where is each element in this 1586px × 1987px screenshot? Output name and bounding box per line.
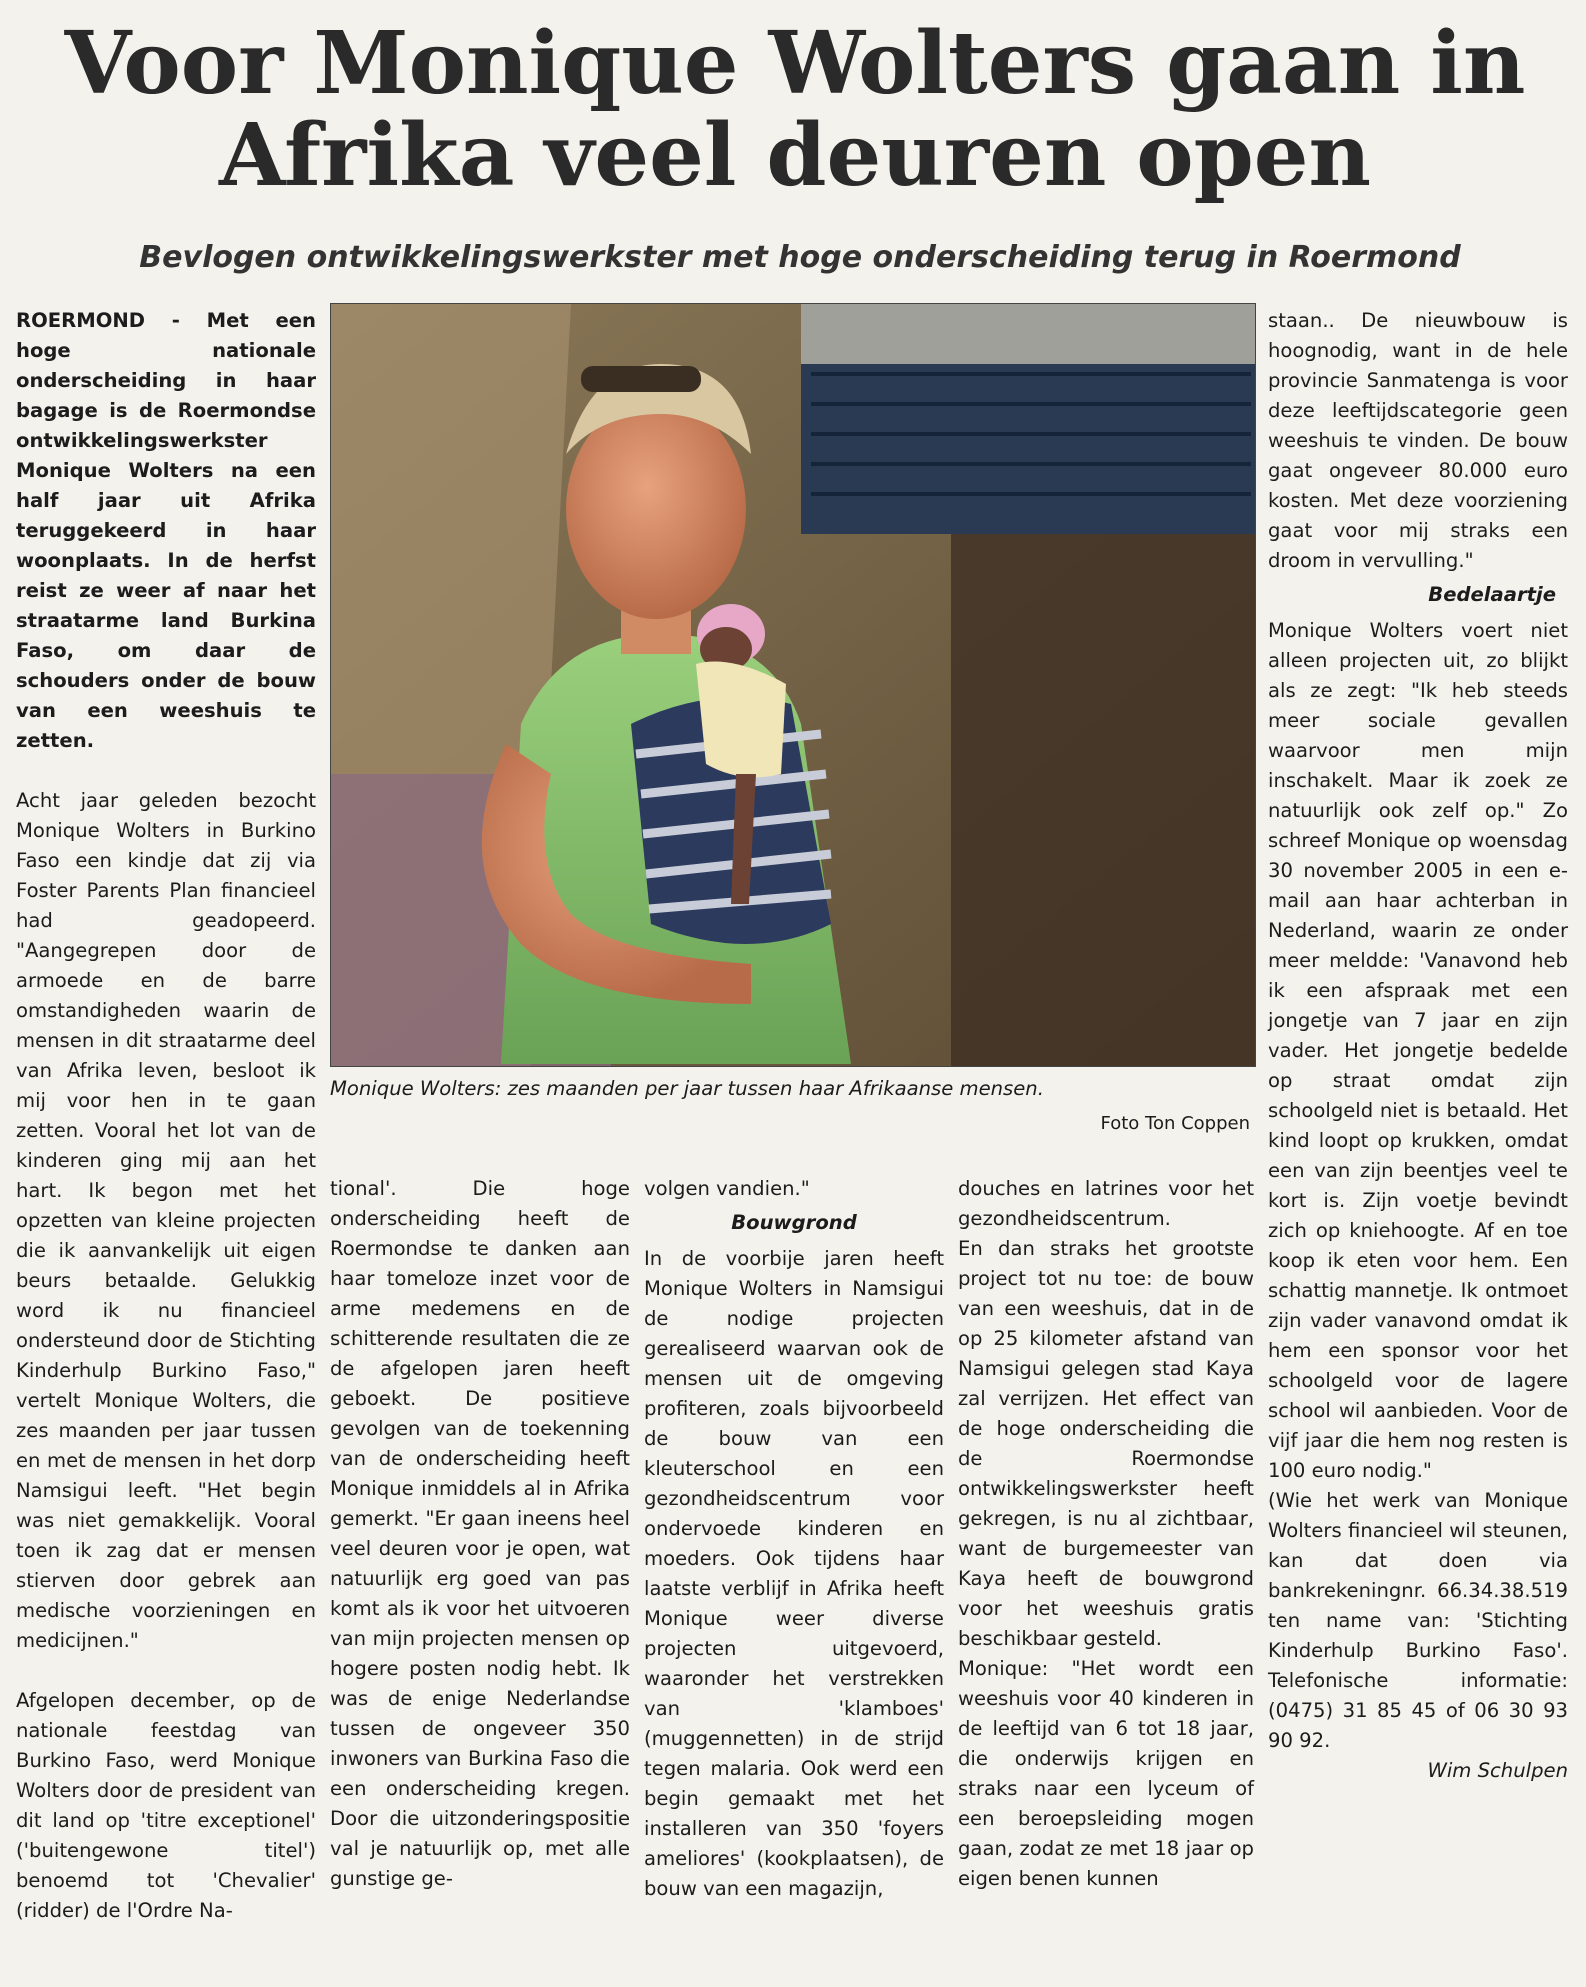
article-column-5 xyxy=(1268,306,1568,1786)
author-byline: Wim Schulpen xyxy=(1427,1759,1568,1782)
body-paragraph: staan.. De nieuwbouw is hoognodig, want in de hele provincie Sanmatenga is voor deze leeftijdscategorie geen weeshuis te vinden. De bouw gaat ongeveer 80.000 euro kosten. Met deze voorziening gaat voor mij straks een droom in vervulling." xyxy=(1268,309,1568,572)
article-column-4 xyxy=(958,1174,1254,1894)
body-paragraph: Afgelopen december, op de nationale feestdag van Burkino Faso, werd Monique Wolters door de president van dit land op 'titre exceptionel' ('buitengewone titel') benoemd tot 'Chevalier' (ridder) de l'Ordre Na- xyxy=(16,1689,316,1922)
article-column-1 xyxy=(16,306,316,1926)
section-subhead: Bouwgrond xyxy=(731,1211,857,1234)
photo-caption: Monique Wolters: zes maanden per jaar tussen haar Afrikaanse mensen. xyxy=(330,1077,1044,1100)
body-paragraph: tional'. Die hoge onderscheiding heeft de Roermondse te danken aan haar tomeloze inzet voor de arme medemens en de schitterende resultaten die ze de afgelopen jaren heeft geboekt. De positieve gevolgen van de toekenning van de onderscheiding heeft Monique inmiddels al in Afrika gemerkt. "Er gaan ineens heel veel deuren voor je open, wat natuurlijk erg goed van pas komt als ik voor het uitvoeren van mijn projecten mensen op hogere posten nodig hebt. Ik was de enige Nederlandse tussen de ongeveer 350 inwoners van Burkina Faso die een onderscheiding kregen. Door die uitzonderingspositie val je natuurlijk op, met alle gunstige ge- xyxy=(330,1177,630,1890)
headline: Voor Monique Wolters gaan in Afrika veel deuren open xyxy=(64,13,1526,206)
body-paragraph: volgen vandien." xyxy=(644,1177,810,1200)
subheadline: Bevlogen ontwikkelingswerkster met hoge onderscheiding terug in Roermond xyxy=(139,240,1461,275)
body-paragraph: Acht jaar geleden bezocht Monique Wolters in Burkino Faso een kindje dat zij via Foster Parents Plan financieel had geadopeerd. "Aangegrepen door de armoede en de barre omstandigheden waarin de mensen in dit straatarme deel van Afrika leven, besloot ik mij voor hen in te gaan zetten. Vooral het lot van de kinderen ging mij aan het hart. Ik begon met het opzetten van kleine projecten die ik aanvankelijk uit eigen beurs betaalde. Gelukkig word ik nu financieel ondersteund door de Stichting Kinderhulp Burkino Faso," vertelt Monique Wolters, die zes maanden per jaar tussen en met de mensen in het dorp Namsigui leeft. "Het begin was niet gemakkelijk. Vooral toen ik zag dat er mensen stierven door gebrek aan medische voorzieningen en medicijnen." xyxy=(16,789,316,1652)
photo-illustration xyxy=(331,304,1255,1066)
article-photo xyxy=(330,303,1256,1067)
body-paragraph: Monique: "Het wordt een weeshuis voor 40 kinderen in de leeftijd van 6 tot 18 jaar, die onderwijs krijgen en straks naar een lyceum of een beroepsleiding mogen gaan, zodat ze met 18 jaar op eigen benen kunnen xyxy=(958,1657,1254,1890)
body-paragraph: (Wie het werk van Monique Wolters financieel wil steunen, kan dat doen via bankrekeningnr. 66.34.38.519 ten name van: 'Stichting Kinderhulp Burkino Faso'. Telefonische informatie: (0475) 31 85 45 of 06 30 93 90 92. xyxy=(1268,1489,1568,1752)
body-paragraph: En dan straks het grootste project tot nu toe: de bouw van een weeshuis, dat in de op 25 kilometer afstand van Namsigui gelegen stad Kaya zal verrijzen. Het effect van de hoge onderscheiding die de Roermondse ontwikkelingswerkster heeft gekregen, is nu al zichtbaar, want de burgemeester van Kaya heeft de bouwgrond voor het weeshuis gratis beschikbaar gesteld. xyxy=(958,1237,1254,1650)
body-paragraph: In de voorbije jaren heeft Monique Wolters in Namsigui de nodige projecten gerealiseerd waarvan ook de mensen uit de omgeving profiteren, zoals bijvoorbeeld de bouw van een kleuterschool en een gezondheidscentrum voor ondervoede kinderen en moeders. Ook tijdens haar laatste verblijf in Afrika heeft Monique weer diverse projecten uitgevoerd, waaronder het verstrekken van 'klamboes' (muggennetten) in de strijd tegen malaria. Ook werd een begin gemaakt met het installeren van 350 'foyers ameliores' (kookplaatsen), de bouw van een magazijn, xyxy=(644,1247,944,1900)
article-column-3 xyxy=(644,1174,944,1904)
article-column-2 xyxy=(330,1174,630,1894)
lead-paragraph: ROERMOND - Met een hoge nationale onderscheiding in haar bagage is de Roermondse ontwikkelingswerkster Monique Wolters na een half jaar uit Afrika teruggekeerd in haar woonplaats. In de herfst reist ze weer af naar het straatarme land Burkina Faso, om daar de schouders onder de bouw van een weeshuis te zetten. xyxy=(16,309,316,752)
body-paragraph: douches en latrines voor het gezondheidscentrum. xyxy=(958,1177,1254,1230)
section-subhead: Bedelaartje xyxy=(1428,583,1556,606)
photo-credit: Foto Ton Coppen xyxy=(1100,1113,1250,1134)
body-paragraph: Monique Wolters voert niet alleen projecten uit, zo blijkt als ze zegt: "Ik heb steeds meer sociale gevallen waarvoor men mijn inschakelt. Maar ik zoek ze natuurlijk ook zelf op." Zo schreef Monique op woensdag 30 november 2005 in een e-mail aan haar achterban in Nederland, waarin ze onder meer meldde: 'Vanavond heb ik een afspraak met een jongetje van 7 jaar en zijn vader. Het jongetje bedelde op straat omdat zijn schoolgeld niet is betaald. Het kind loopt op krukken, omdat een van zijn beentjes veel te kort is. Zijn voetje bevindt zich op kniehoogte. Af en toe koop ik eten voor hem. Een schattig mannetje. Ik ontmoet zijn vader vanavond omdat ik hem een sponsor voor het schoolgeld voor de lagere school wil aanbieden. Voor de vijf jaar die hem nog resten is 100 euro nodig." xyxy=(1268,619,1568,1482)
